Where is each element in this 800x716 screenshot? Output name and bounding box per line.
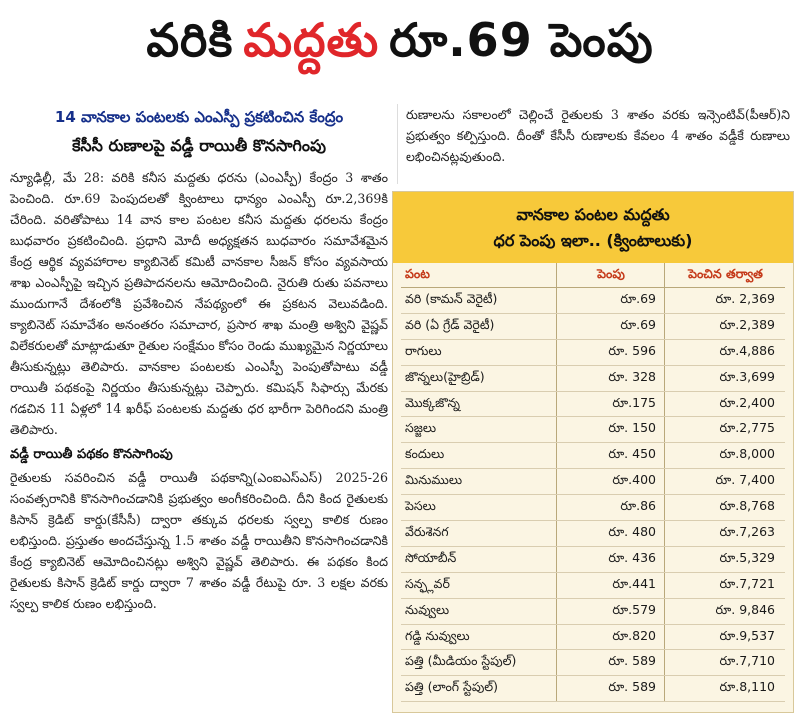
subheadline-secondary: కేసీసీ రుణాలపై వడ్డీ రాయితీ కొనసాగింపు	[72, 136, 326, 155]
msp-new: రూ.7,721	[665, 572, 786, 598]
table-header-row	[401, 263, 785, 288]
column-divider	[397, 104, 398, 184]
msp-new: రూ.2,400	[665, 391, 786, 417]
crop-name: పత్తి (లాంగ్ స్టేపుల్)	[401, 676, 557, 702]
crop-name: మినుములు	[401, 469, 557, 495]
msp-increase: రూ.175	[557, 391, 665, 417]
table-row	[401, 391, 785, 417]
msp-table	[401, 263, 785, 702]
header-new-price: పెంచిన తర్వాత	[665, 263, 786, 288]
crop-name: పెసలు	[401, 495, 557, 521]
table-row	[401, 469, 785, 495]
left-column	[10, 104, 388, 614]
table-row	[401, 339, 785, 365]
msp-increase: రూ.579	[557, 598, 665, 624]
table-row	[401, 546, 785, 572]
msp-new: రూ. 7,400	[665, 469, 786, 495]
crop-name: నువ్వులు	[401, 598, 557, 624]
table-title-line1: వానకాల పంటల మద్దతు	[516, 204, 670, 224]
article-paragraph: న్యూఢిల్లీ, మే 28: వరికి కనీస మద్దతు ధరను (ఎంఎస్పీ) కేంద్రం 3 శాతం పెంచింది. రూ.69 పెంపుదలతో క్వింటాలు ధాన్యం ఎంఎస్పీ రూ.2,369కి చేరింది. వరితోపాటు 14 వాన కాల పంటల కనీస మద్దతు ధరలను కేంద్రం బుధవారం ప్రకటించింది. ప్రధాని మోదీ అధ్యక్షతన బుధవారం సమావేశమైన కేంద్ర ఆర్థిక వ్యవహారాల క్యాబినెట్ కమిటీ వానకాల సీజన్ కోసం వ్యవసాయ శాఖ ఎంఎస్పీపై ఇచ్చిన ప్రతిపాదనలను ఆమోదించింది. నైరుతి రుతు పవనాలు ముందుగానే దేశంలోకి ప్రవేశించిన నేపథ్యంలో ఈ ప్రకటన వెలువడింది. క్యాబినెట్ సమావేశం అనంతరం సమాచార, ప్రసార శాఖ మంత్రి అశ్విని వైష్ణవ్ విలేకరులతో మాట్లాడుతూ రైతుల సంక్షేమం కోసం రెండు ముఖ్యమైన నిర్ణయాలు తీసుకున్నట్లు తెలిపారు. వానకాల పంటలకు ఎంఎస్పీ పెంపుతోపాటు వడ్డీ రాయితీ పథకంపై నిర్ణయం తీసుకున్నట్లు చెప్పారు. కమిషన్ సిఫార్సు మేరకు గడచిన 11 ఏళ్లలో 14 ఖరీఫ్ పంటలకు మద్దతు ధర భారీగా పెరిగిందని మంత్రి తెలిపారు.	[10, 170, 388, 437]
msp-new: రూ.3,699	[665, 365, 786, 391]
msp-increase: రూ.86	[557, 495, 665, 521]
article-body-right: రుణాలను సకాలంలో చెల్లించే రైతులకు 3 శాతం వరకు ఇన్సెంటివ్(పీఆర్)ని ప్రభుత్వం కల్పిస్తుంది. దీంతో కేసీసీ రుణాలకు కేవలం 4 శాతం వడ్డీకే రుణాలు లభించినట్లవుతుంది.	[406, 107, 790, 164]
table-row	[401, 598, 785, 624]
msp-new: రూ.8,110	[665, 676, 786, 702]
msp-new: రూ.2,389	[665, 313, 786, 339]
crop-name: రాగులు	[401, 339, 557, 365]
msp-new: రూ.2,775	[665, 417, 786, 443]
article-subhead: వడ్డీ రాయితీ పథకం కొనసాగింపు	[10, 447, 173, 462]
crop-name: కందులు	[401, 443, 557, 469]
crop-name: వేరుశెనగ	[401, 521, 557, 547]
msp-increase: రూ. 589	[557, 676, 665, 702]
table-row	[401, 521, 785, 547]
table-title	[393, 192, 793, 263]
msp-increase: రూ. 328	[557, 365, 665, 391]
msp-new: రూ. 9,846	[665, 598, 786, 624]
msp-increase: రూ. 589	[557, 650, 665, 676]
msp-new: రూ.9,537	[665, 624, 786, 650]
msp-new: రూ.5,329	[665, 546, 786, 572]
msp-increase: రూ.69	[557, 288, 665, 314]
table-row	[401, 676, 785, 702]
crop-name: సజ్జలు	[401, 417, 557, 443]
table-row	[401, 443, 785, 469]
crop-name: వరి (ఏ గ్రేడ్ వెరైటీ)	[401, 313, 557, 339]
crop-name: సోయాబీన్	[401, 546, 557, 572]
msp-new: రూ.7,263	[665, 521, 786, 547]
crop-name: జొన్నలు(హైబ్రిడ్)	[401, 365, 557, 391]
table-row	[401, 572, 785, 598]
headline	[0, 0, 800, 92]
table-row	[401, 495, 785, 521]
table-row	[401, 650, 785, 676]
header-increase: పెంపు	[557, 263, 665, 288]
article-body-left	[10, 167, 388, 614]
headline-highlight: మద్దతు	[243, 13, 380, 67]
msp-new: రూ. 2,369	[665, 288, 786, 314]
headline-part1: వరికి	[146, 13, 234, 67]
msp-increase: రూ.441	[557, 572, 665, 598]
msp-increase: రూ. 436	[557, 546, 665, 572]
msp-increase: రూ. 450	[557, 443, 665, 469]
headline-part3: రూ.69 పెంపు	[389, 13, 654, 67]
crop-name: గడ్డి నువ్వులు	[401, 624, 557, 650]
crop-name: మొక్కజొన్న	[401, 391, 557, 417]
msp-new: రూ.8,768	[665, 495, 786, 521]
msp-increase: రూ. 480	[557, 521, 665, 547]
msp-new: రూ.4,886	[665, 339, 786, 365]
table-row	[401, 288, 785, 314]
msp-increase: రూ. 150	[557, 417, 665, 443]
table-row	[401, 624, 785, 650]
article-paragraph: రైతులకు సవరించిన వడ్డీ రాయితీ పథకాన్ని(ఎంఐఎస్ఎస్) 2025-26 సంవత్సరానికి కొనసాగించడానికి ప్రభుత్వం అంగీకరించింది. దీని కింద రైతులకు కిసాన్ క్రెడిట్ కార్డు(కేసీసీ) ద్వారా తక్కువ ధరలకు స్వల్ప కాలిక రుణం లభిస్తుంది. ప్రస్తుతం అందచేస్తున్న 1.5 శాతం వడ్డీ రాయితీని కొనసాగించడానికి కేంద్ర క్యాబినెట్ ఆమోదించినట్లు అశ్విని వైష్ణవ్ తెలిపారు. ఈ పథకం కింద రైతులకు కిసాన్ క్రెడిట్ కార్డు ద్వారా 7 శాతం వడ్డీ రేటుపై రూ. 3 లక్షల వరకు స్వల్ప కాలిక రుణం లభిస్తుంది.	[10, 470, 388, 611]
table-row	[401, 313, 785, 339]
msp-table-box	[392, 191, 794, 713]
table-row	[401, 417, 785, 443]
msp-increase: రూ.820	[557, 624, 665, 650]
subheadline-primary: 14 వానకాల పంటలకు ఎంఎస్పీ ప్రకటించిన కేంద్రం	[54, 108, 344, 126]
msp-increase: రూ.400	[557, 469, 665, 495]
header-crop: పంట	[401, 263, 557, 288]
crop-name: పత్తి (మీడియం స్టేపుల్)	[401, 650, 557, 676]
msp-new: రూ.7,710	[665, 650, 786, 676]
crop-name: వరి (కామన్ వెరైటీ)	[401, 288, 557, 314]
msp-new: రూ.8,000	[665, 443, 786, 469]
msp-increase: రూ.69	[557, 313, 665, 339]
crop-name: సన్ఫ్లవర్	[401, 572, 557, 598]
table-row	[401, 365, 785, 391]
table-title-line2: ధర పెంపు ఇలా.. (క్వింటాలుకు)	[493, 230, 693, 250]
msp-increase: రూ. 596	[557, 339, 665, 365]
